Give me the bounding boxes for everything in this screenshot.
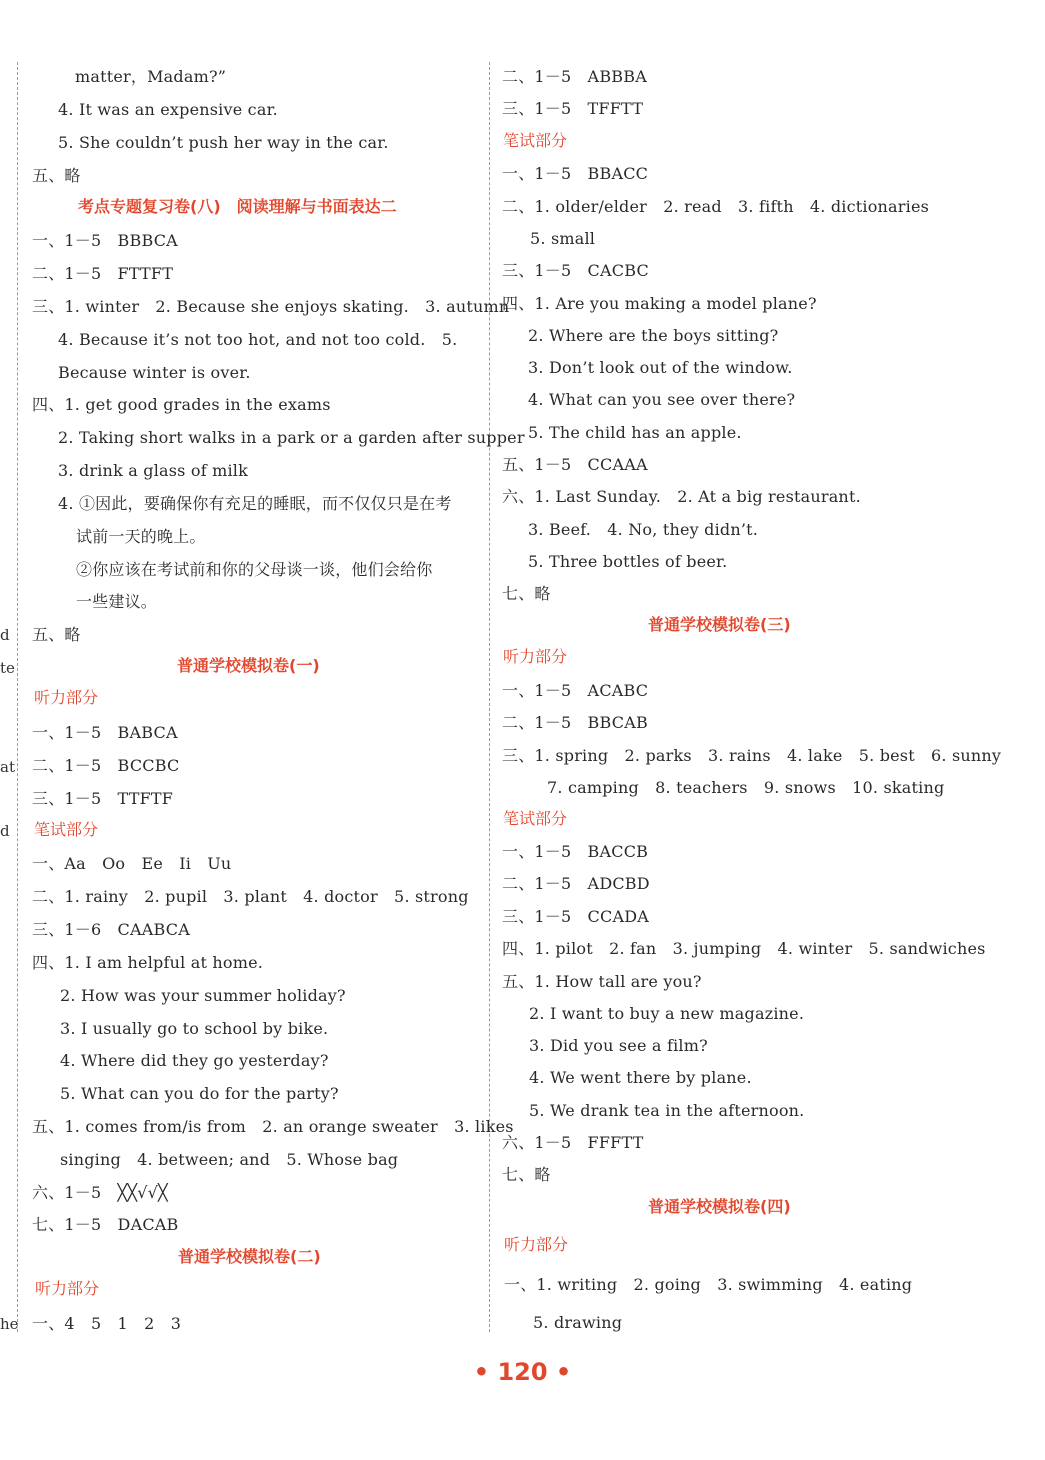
answer-line: 二、1. older/elder 2. read 3. fifth 4. dictionaries [502,197,930,216]
bullet-icon: • [555,1358,572,1386]
answer-line: 六、1. Last Sunday. 2. At a big restaurant. [502,487,861,506]
answer-line: 2. How was your summer holiday? [60,986,346,1005]
answer-line: 2. Taking short walks in a park or a garden after supper [58,428,525,447]
listening-part-label: 听力部分 [503,647,568,666]
answer-line: 五、略 [32,166,81,185]
answer-line: 2. Where are the boys sitting? [528,326,779,345]
answer-line: 2. I want to buy a new magazine. [529,1004,805,1023]
answer-line: 五、1. comes from/is from 2. an orange sweater 3. likes [32,1117,514,1136]
answer-line: 二、1. rainy 2. pupil 3. plant 4. doctor 5. strong [32,887,469,906]
answer-line: 三、1－5 TFFTT [502,99,644,118]
answer-line: 四、1. I am helpful at home. [32,953,264,972]
listening-part-label: 听力部分 [35,1279,100,1298]
answer-line: 四、1. Are you making a model plane? [502,294,817,313]
answer-line: 三、1. winter 2. Because she enjoys skating. 3. autumn [32,297,510,316]
page-number-text: 120 [497,1358,548,1386]
answer-line: 4. What can you see over there? [528,390,796,409]
answer-line: 3. Beef. 4. No, they didn’t. [528,520,759,539]
answer-line: 一些建议。 [76,592,158,611]
answer-line: 六、1－5 ╳╳√√╳ [32,1183,168,1202]
answer-line: 4. We went there by plane. [529,1068,752,1087]
margin-fragment: te [0,659,15,677]
answer-line: 3. I usually go to school by bike. [60,1019,329,1038]
answer-line: 三、1－5 CCADA [502,907,649,926]
section-title: 考点专题复习卷(八) 阅读理解与书面表达二 [78,197,397,216]
answer-line: 七、略 [502,584,551,603]
section-title: 普通学校模拟卷(四) [648,1197,791,1216]
answer-line: singing 4. between; and 5. Whose bag [60,1150,399,1169]
section-title: 普通学校模拟卷(三) [648,615,791,634]
writing-part-label: 笔试部分 [34,820,99,839]
answer-line: ②你应该在考试前和你的父母谈一谈，他们会给你 [76,560,433,579]
answer-line: 试前一天的晚上。 [76,527,206,546]
answer-line: 7. camping 8. teachers 9. snows 10. skating [547,778,945,797]
answer-line: 3. Don’t look out of the window. [528,358,793,377]
answer-line: 四、1. pilot 2. fan 3. jumping 4. winter 5. sandwiches [502,939,986,958]
right-answer-column [492,0,1045,1340]
answer-line: 五、略 [32,625,81,644]
section-title: 普通学校模拟卷(二) [178,1247,321,1266]
answer-line: 三、1. spring 2. parks 3. rains 4. lake 5. best 6. sunny [502,746,1002,765]
answer-line: 七、1－5 DACAB [32,1215,179,1234]
answer-line: 三、1－5 TTFTF [32,789,174,808]
writing-part-label: 笔试部分 [503,131,568,150]
answer-line: 5. drawing [533,1313,623,1332]
answer-line: 一、1－5 BBBCA [32,231,178,250]
margin-fragment: d [0,626,10,644]
answer-line: 4. Because it’s not too hot, and not too cold. 5. [58,330,458,349]
answer-line: 5. We drank tea in the afternoon. [529,1101,805,1120]
answer-line: 5. The child has an apple. [528,423,742,442]
answer-line: 5. small [530,229,596,248]
answer-line: 4. Where did they go yesterday? [60,1051,329,1070]
answer-line: 二、1－5 ADCBD [502,874,650,893]
listening-part-label: 听力部分 [504,1235,569,1254]
answer-line: 二、1－5 BBCAB [502,713,648,732]
answer-line: 5. What can you do for the party? [60,1084,339,1103]
answer-line: 一、1－5 BACCB [502,842,649,861]
answer-line: 七、略 [502,1165,551,1184]
answer-line: 3. drink a glass of milk [58,461,249,480]
answer-line: 二、1－5 ABBBA [502,67,647,86]
margin-fragment: at [0,758,15,776]
answer-line: 一、1－5 BBACC [502,164,649,183]
page-number [0,1358,1045,1386]
answer-line: 一、1. writing 2. going 3. swimming 4. eating [504,1275,913,1294]
answer-line: 一、1－5 BABCA [32,723,178,742]
answer-line: 六、1－5 FFFTT [502,1133,644,1152]
answer-line: 5. She couldn’t push her way in the car. [58,133,389,152]
answer-line: 三、1－6 CAABCA [32,920,190,939]
section-title: 普通学校模拟卷(一) [177,656,320,675]
margin-fragment: d [0,822,10,840]
answer-line: 二、1－5 BCCBC [32,756,180,775]
answer-line: 3. Did you see a film? [529,1036,708,1055]
answer-line: 5. Three bottles of beer. [528,552,728,571]
answer-line: 一、4 5 1 2 3 [32,1314,182,1333]
bullet-icon: • [473,1358,490,1386]
answer-line: matter，Madam?” [75,67,227,86]
answer-line: 四、1. get good grades in the exams [32,395,331,414]
answer-line: 一、Aa Oo Ee Ii Uu [32,854,232,873]
answer-line: 三、1－5 CACBC [502,261,649,280]
listening-part-label: 听力部分 [34,688,99,707]
answer-line: 五、1. How tall are you? [502,972,702,991]
answer-line: 4. ①因此，要确保你有充足的睡眠，而不仅仅只是在考 [58,494,452,513]
answer-line: Because winter is over. [58,363,251,382]
answer-line: 4. It was an expensive car. [58,100,278,119]
answer-line: 一、1－5 ACABC [502,681,649,700]
margin-fragment: he [0,1315,19,1333]
answer-line: 五、1－5 CCAAA [502,455,648,474]
writing-part-label: 笔试部分 [503,809,568,828]
answer-line: 二、1－5 FTTFT [32,264,174,283]
left-answer-column [0,0,525,1340]
